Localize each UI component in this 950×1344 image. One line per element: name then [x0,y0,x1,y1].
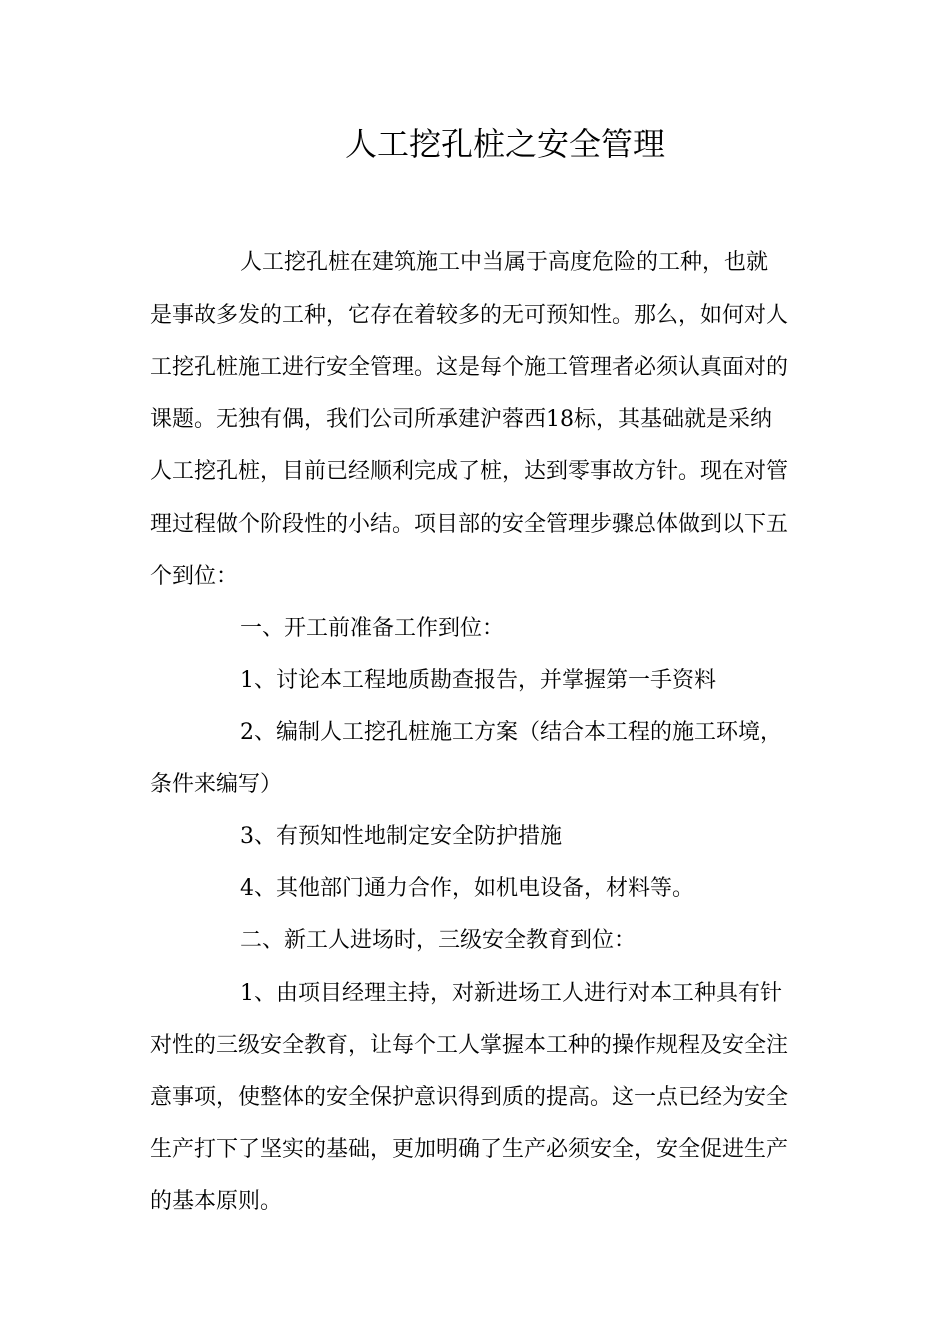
section-heading: 一、开工前准备工作到位： [240,616,505,641]
list-item: 1、由项目经理主持，对新进场工人进行对本工种具有针 [240,981,782,1006]
list-item: 4、其他部门通力合作，如机电设备，材料等。 [240,876,694,901]
paragraph-line: 理过程做个阶段性的小结。项目部的安全管理步骤总体做到以下五 [150,512,789,537]
paragraph-line: 个到位： [150,564,239,589]
document-title: 人工挖孔桩之安全管理 [344,125,665,163]
paragraph-line: 人工挖孔桩在建筑施工中当属于高度危险的工种，也就 [240,250,769,275]
list-item: 3、有预知性地制定安全防护措施 [240,824,562,849]
list-item-continuation: 意事项，使整体的安全保护意识得到质的提高。这一点已经为安全 [150,1085,789,1110]
paragraph-line: 是事故多发的工种，它存在着较多的无可预知性。那么，如何对人 [150,303,789,328]
paragraph-line: 人工挖孔桩，目前已经顺利完成了桩，达到零事故方针。现在对管 [150,459,789,484]
section-heading: 二、新工人进场时，三级安全教育到位： [240,928,637,953]
list-item-continuation: 对性的三级安全教育，让每个工人掌握本工种的操作规程及安全注 [150,1033,789,1058]
list-item: 1、讨论本工程地质勘查报告，并掌握第一手资料 [240,668,716,693]
paragraph-line: 工挖孔桩施工进行安全管理。这是每个施工管理者必须认真面对的 [150,355,789,380]
paragraph-line: 课题。无独有偶，我们公司所承建沪蓉西18标，其基础就是采纳 [150,407,772,432]
list-item-continuation: 的基本原则。 [150,1189,283,1214]
list-item-continuation: 生产打下了坚实的基础，更加明确了生产必须安全，安全促进生产 [150,1137,789,1162]
list-item-continuation: 条件来编写） [150,772,283,797]
list-item: 2、编制人工挖孔桩施工方案（结合本工程的施工环境， [240,720,782,745]
